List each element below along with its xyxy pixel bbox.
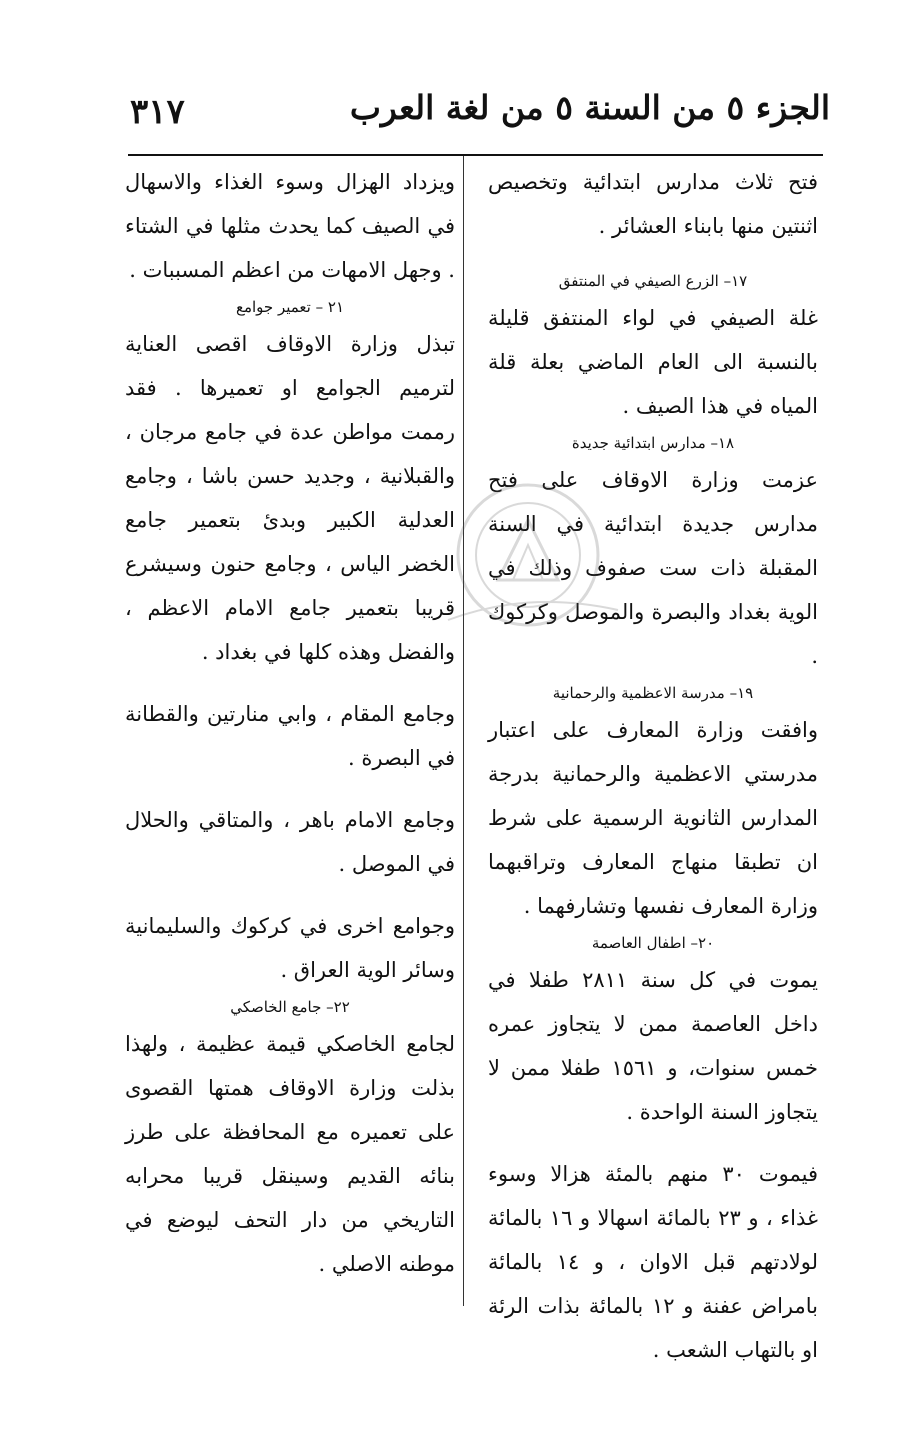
paragraph: فيموت ٣٠ منهم بالمئة هزالا وسوء غذاء ، و ٢٣ بالمائة اسهالا و ١٦ بالمائة لولادتهم قبل الاوان ، و ١٤ بالمائة بامراض عفنة و ١٢ بالمائة بذات الرئة او بالتهاب الشعب . [488,1162,818,1362]
section-heading: ١٩– مدرسة الاعظمية والرحمانية [552,684,754,702]
paragraph: عزمت وزارة الاوقاف على فتح مدارس جديدة ابتدائية في السنة المقبلة ذات ست صفوف وذلك في الوية بغداد والبصرة والموصل وكركوك . [488,468,818,668]
section-heading: ٢٢– جامع الخاصكي [230,998,350,1016]
page-header [130,60,830,155]
paragraph: يموت في كل سنة ٢٨١١ طفلا في داخل العاصمة ممن لا يتجاوز عمره خمس سنوات، و ١٥٦١ طفلا ممن لا يتجاوز السنة الواحدة . [488,968,818,1124]
page-number: ٣١٧ [130,92,185,132]
section-heading: ١٨– مدارس ابتدائية جديدة [571,434,735,452]
header-rule [128,154,823,156]
section-heading: ٢٠– اطفال العاصمة [591,934,715,952]
left-column [125,160,455,1286]
section-heading: ٢١ – تعمير جوامع [235,298,345,316]
column-divider [463,156,464,1306]
paragraph: وجوامع اخرى في كركوك والسليمانية وسائر الوية العراق . [125,914,455,982]
right-column [488,160,818,1372]
paragraph: لجامع الخاصكي قيمة عظيمة ، ولهذا بذلت وزارة الاوقاف همتها القصوى على تعميره مع المحافظة على طرز بنائه القديم وسينقل قريبا محرابه التاريخي من دار التحف ليوضع في موطنه الاصلي . [125,1032,455,1276]
paragraph: وجامع المقام ، وابي منارتين والقطانة في البصرة . [125,702,455,770]
paragraph: غلة الصيفي في لواء المنتفق قليلة بالنسبة الى العام الماضي بعلة قلة المياه في هذا الصيف . [488,306,818,418]
paragraph: ويزداد الهزال وسوء الغذاء والاسهال في الصيف كما يحدث مثلها في الشتاء . وجهل الامهات من اعظم المسببات . [125,170,455,282]
section-heading: ١٧– الزرع الصيفي في المنتفق [558,272,748,290]
running-title: الجزء ٥ من السنة ٥ من لغة العرب [349,88,830,127]
paragraph: وجامع الامام باهر ، والمتاقي والحلال في الموصل . [125,808,455,876]
paragraph: فتح ثلاث مدارس ابتدائية وتخصيص اثنتين منها بابناء العشائر . [488,170,818,238]
paragraph: تبذل وزارة الاوقاف اقصى العناية لترميم الجوامع او تعميرها . فقد رممت مواطن عدة في جامع مرجان ، والقبلانية ، وجديد حسن باشا ، وجامع العدلية الكبير وبدئ بتعمير جامع الخضر الياس ، وجامع حنون وسيشرع قريبا بتعمير جامع الامام الاعظم ، والفضل وهذه كلها في بغداد . [125,332,455,664]
paragraph: وافقت وزارة المعارف على اعتبار مدرستي الاعظمية والرحمانية بدرجة المدارس الثانوية الرسمية على شرط ان تطبقا منهاج المعارف وتراقبهما وزارة المعارف نفسها وتشارفهما . [488,718,818,918]
